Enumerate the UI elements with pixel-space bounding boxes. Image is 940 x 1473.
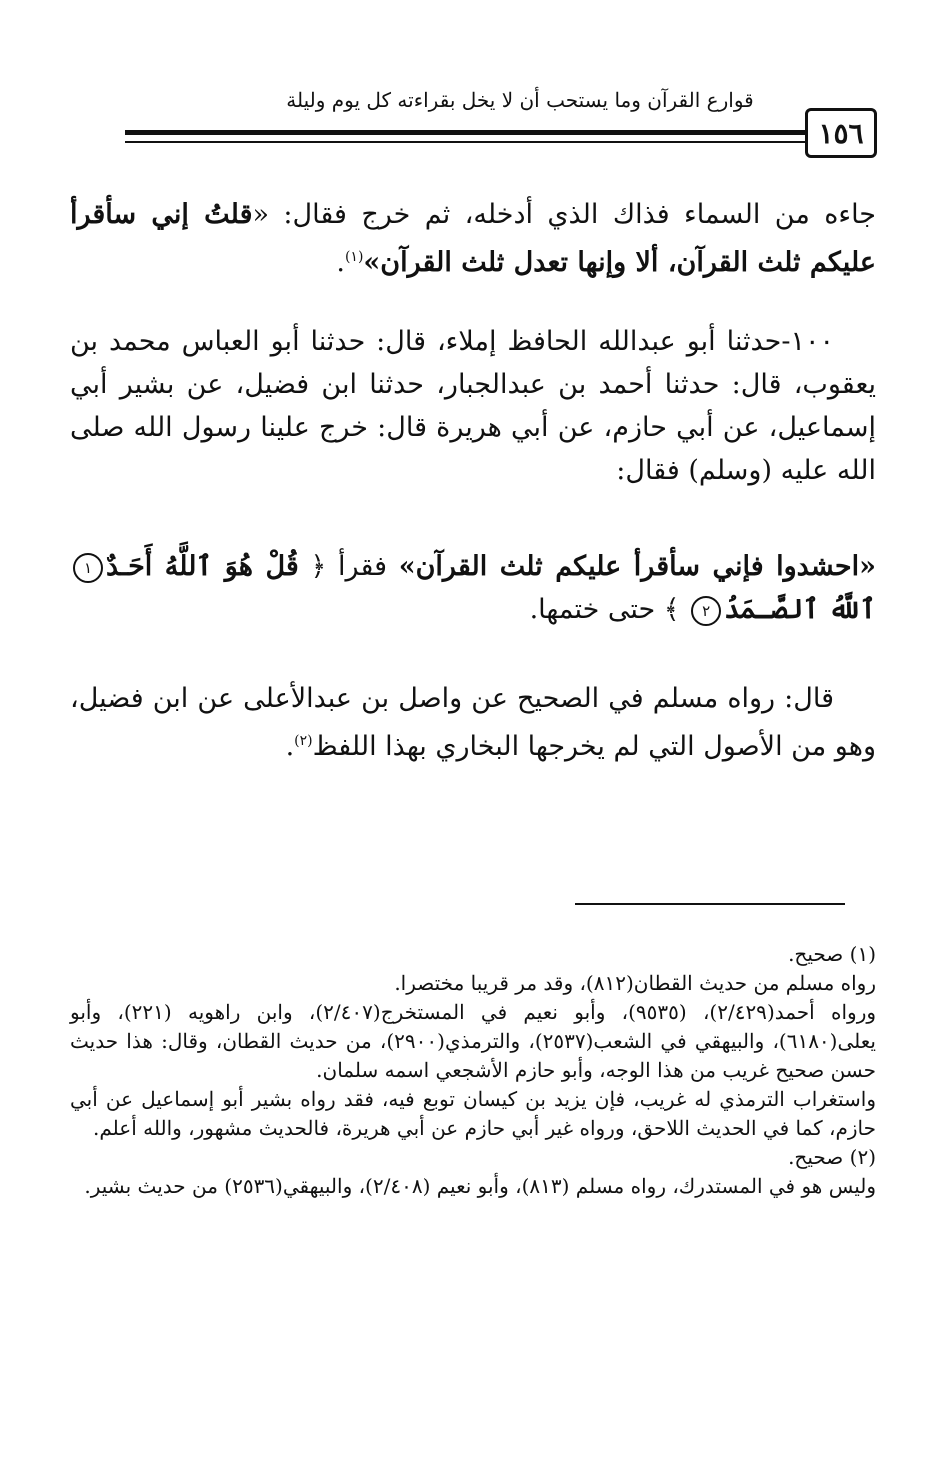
running-title: قوارع القرآن وما يستحب أن لا يخل بقراءته كل يوم وليلة bbox=[286, 88, 754, 112]
ayah-1: قُلْ هُوَ ٱللَّهُ أَحَـدٌ bbox=[106, 551, 299, 582]
p4-text: قال: رواه مسلم في الصحيح عن واصل بن عبدالأعلى عن ابن فضيل، وهو من الأصول التي لم يخرجها البخاري بهذا اللفظ bbox=[70, 683, 876, 762]
footnote-1-line-1: رواه مسلم من حديث القطان(٨١٢)، وقد مر قريبا مختصرا. bbox=[394, 971, 876, 995]
header-rule-thick bbox=[125, 130, 870, 135]
page-header bbox=[70, 88, 876, 158]
ayah-2: ٱللَّهُ ٱلصَّـمَدُ bbox=[724, 594, 876, 625]
p4-end: . bbox=[285, 731, 295, 762]
p3-quote: «احشدوا فإني سأقرأ عليكم ثلث القرآن» bbox=[398, 551, 876, 582]
p1-quote-close: » bbox=[363, 247, 381, 278]
p1-end: . bbox=[336, 247, 345, 278]
footnote-2-label: (٢) صحيح. bbox=[788, 1145, 876, 1169]
paragraph-2 bbox=[70, 320, 876, 492]
paragraph-1 bbox=[70, 193, 876, 284]
footnote-1-label: (١) صحيح. bbox=[788, 942, 876, 966]
paragraph-4 bbox=[70, 677, 876, 768]
page-number: ١٥٦ bbox=[805, 108, 877, 158]
p1-quote: قلتُ إني سأقرأ عليكم ثلث القرآن، ألا وإنها تعدل ثلث القرآن bbox=[70, 199, 876, 278]
header-rule-thin bbox=[125, 141, 870, 143]
footnote-ref-1: (١) bbox=[344, 249, 364, 265]
footnote-1-line-3: واستغراب الترمذي له غريب، فإن يزيد بن كيسان توبع فيه، فقد رواه بشير أبو إسماعيل عن أبي حازم، كما في الحديث اللاحق، ورواه غير أبي حازم عن أبي هريرة، فالحديث مشهور، والله أعلم. bbox=[70, 1087, 876, 1140]
footnote-separator bbox=[575, 903, 845, 905]
footnote-2-line-1: وليس هو في المستدرك، رواه مسلم (٨١٣)، وأبو نعيم (٢/٤٠٨)، والبيهقي(٢٥٣٦) من حديث بشير. bbox=[84, 1174, 876, 1198]
p3-end: ﴾ حتى ختمها. bbox=[529, 594, 689, 625]
footnotes bbox=[70, 940, 876, 1201]
paragraph-3 bbox=[70, 545, 876, 631]
footnote-1-line-2: ورواه أحمد(٢/٤٢٩)، (٩٥٣٥)، وأبو نعيم في المستخرج(٢/٤٠٧)، وابن راهويه (٢٢١)، وأبو يعلى(٦١٨٠)، والبيهقي في الشعب(٢٥٣٧)، والترمذي(٢٩٠٠)، من حديث القطان، وقال: هذا حديث حسن صحيح غريب من هذا الوجه، وأبو حازم الأشجعي اسمه سلمان. bbox=[70, 1000, 877, 1082]
ayah-number-2: ٢ bbox=[691, 596, 721, 626]
footnote-ref-2: (٢) bbox=[294, 733, 313, 749]
p1-text: جاءه من السماء فذاك الذي أدخله، ثم خرج فقال: « bbox=[252, 199, 876, 230]
hadith-100-text: ١٠٠-حدثنا أبو عبدالله الحافظ إملاء، قال: حدثنا أبو العباس محمد بن يعقوب، قال: حدثنا أحمد بن عبدالجبار، حدثنا ابن فضيل، عن بشير أبي إسماعيل، عن أبي حازم، عن أبي هريرة قال: خرج علينا رسول الله صلى الله عليه (وسلم) فقال: bbox=[70, 326, 876, 486]
ayah-number-1: ١ bbox=[73, 553, 103, 583]
p3-text: فقرأ ﴿ bbox=[298, 551, 399, 582]
